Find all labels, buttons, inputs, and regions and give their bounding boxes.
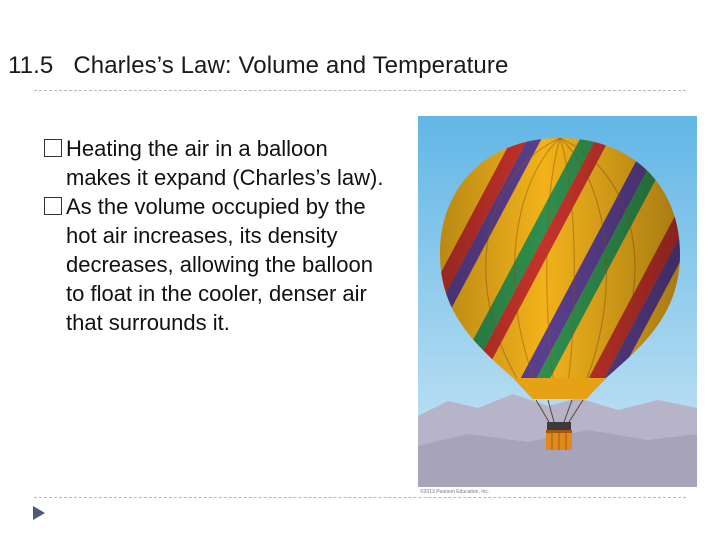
hot-air-balloon-photo (418, 116, 697, 487)
bullet-text: As the volume occupied by the hot air increases, its density decreases, allowing the balloon to float in the cooler, denser air that surrounds it. (66, 194, 373, 335)
bullet-item (44, 134, 384, 192)
bullet-text: Heating the air in a balloon makes it expand (Charles’s law). (66, 136, 384, 190)
bullet-list (44, 134, 384, 337)
slide-title: Charles’s Law: Volume and Temperature (73, 52, 509, 79)
balloon-basket (546, 422, 572, 450)
square-bullet-icon (44, 197, 62, 215)
bullet-item (44, 192, 384, 337)
square-bullet-icon (44, 139, 62, 157)
photo-credit: ©2013 Pearson Education, Inc. (420, 489, 490, 495)
title-divider (34, 90, 686, 91)
triangle-right-icon[interactable] (32, 505, 46, 521)
section-number: 11.5 (8, 52, 54, 79)
footer-divider (34, 497, 686, 498)
slide-title-row (8, 52, 508, 80)
